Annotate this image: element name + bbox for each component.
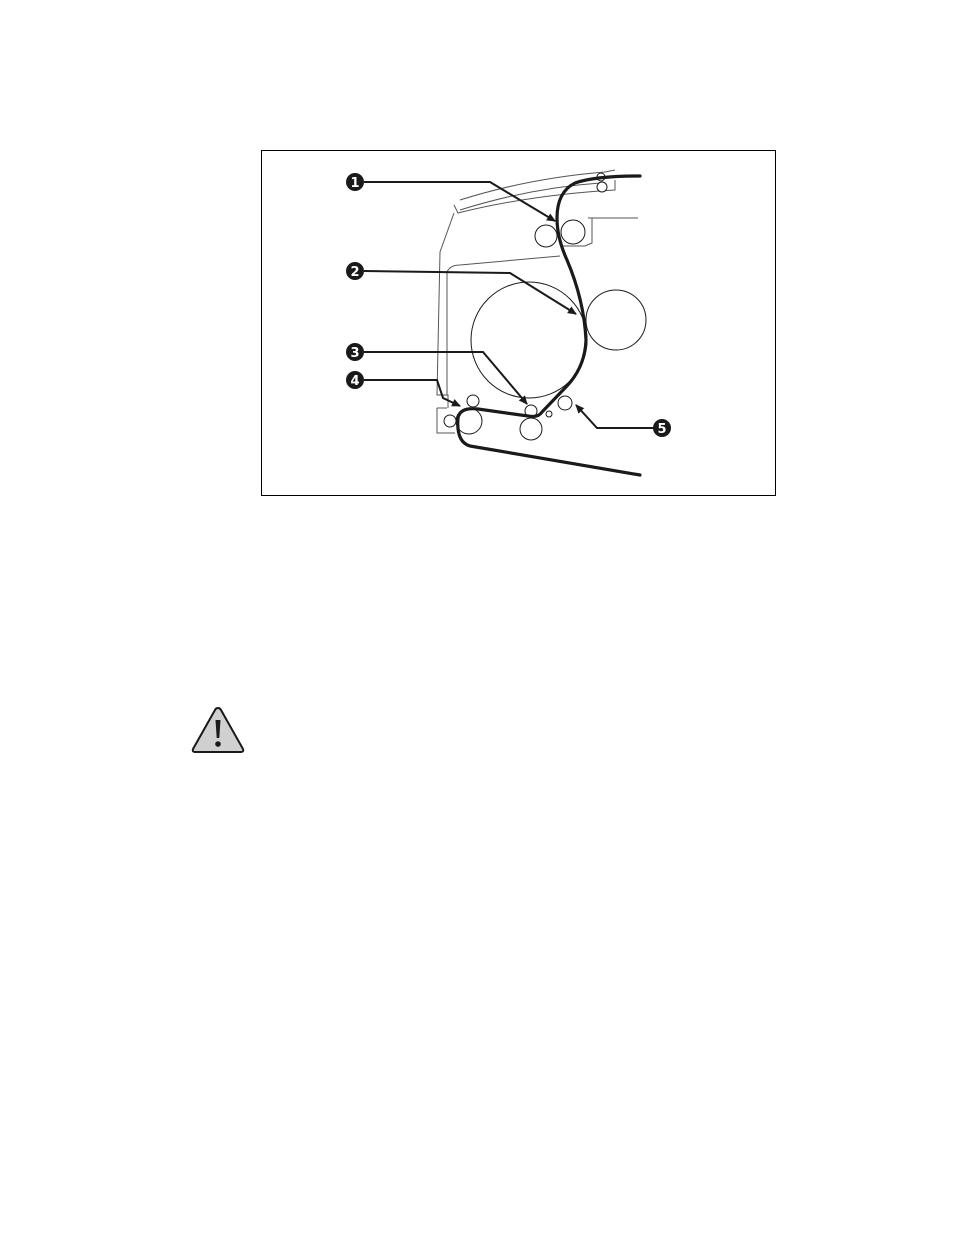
callout-2: [346, 262, 364, 280]
registration-roller: [535, 225, 557, 247]
lower-roller-3: [546, 411, 552, 417]
lower-roller-1: [520, 418, 542, 440]
registration-roller-pair: [561, 220, 585, 244]
callout-4: [346, 371, 364, 389]
top-small-roller-2: [597, 182, 607, 192]
leader-5: [576, 405, 655, 428]
callout-1: [346, 173, 364, 191]
exit-roller-small: [444, 415, 456, 427]
callout-5: [653, 419, 671, 437]
rollers: [444, 173, 646, 440]
leader-1: [364, 182, 555, 221]
svg-text:3: 3: [350, 346, 360, 361]
svg-text:4: 4: [350, 374, 360, 389]
warning-triangle-icon: [190, 705, 246, 755]
lower-roller-4: [558, 396, 572, 410]
exit-roller-top: [467, 395, 479, 407]
svg-text:2: 2: [350, 265, 360, 280]
leader-4: [364, 380, 460, 406]
transfer-roller: [586, 290, 646, 350]
svg-text:5: 5: [657, 422, 667, 437]
svg-text:1: 1: [350, 176, 360, 191]
callout-3: [346, 343, 364, 361]
